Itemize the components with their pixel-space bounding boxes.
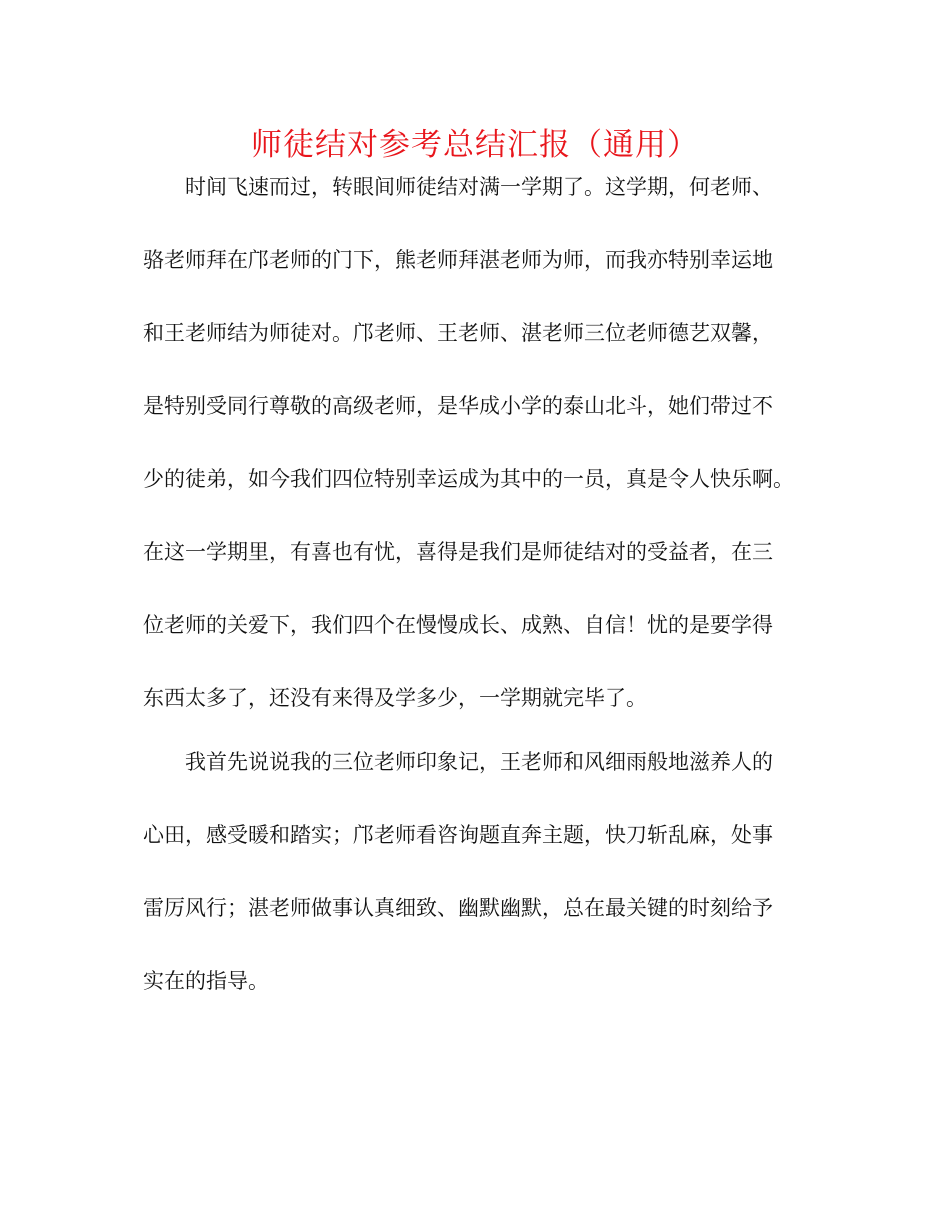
paragraph-1-line-2: 骆老师拜在邝老师的门下，熊老师拜湛老师为师，而我亦特别幸运地 <box>143 248 773 272</box>
paragraph-1-line-6: 在这一学期里，有喜也有忧，喜得是我们是师徒结对的受益者，在三 <box>143 540 773 564</box>
paragraph-2-line-3: 雷厉风行；湛老师做事认真细致、幽默幽默，总在最关键的时刻给予 <box>143 896 773 920</box>
paragraph-1-line-7: 位老师的关爱下，我们四个在慢慢成长、成熟、自信！忧的是要学得 <box>143 613 773 637</box>
paragraph-2-line-1: 我首先说说我的三位老师印象记，王老师和风细雨般地滋养人的 <box>185 750 773 774</box>
document-title: 师徒结对参考总结汇报（通用） <box>251 127 699 163</box>
paragraph-2-line-4: 实在的指导。 <box>143 969 269 993</box>
paragraph-1-line-1: 时间飞速而过，转眼间师徒结对满一学期了。这学期，何老师、 <box>185 175 773 199</box>
paragraph-1-line-5: 少的徒弟，如今我们四位特别幸运成为其中的一员，真是令人快乐啊。 <box>143 467 794 491</box>
paragraph-1-line-3: 和王老师结为师徒对。邝老师、王老师、湛老师三位老师德艺双馨， <box>143 321 773 345</box>
paragraph-2-line-2: 心田，感受暖和踏实；邝老师看咨询题直奔主题，快刀斩乱麻，处事 <box>143 823 773 847</box>
paragraph-1-line-4: 是特别受同行尊敬的高级老师，是华成小学的泰山北斗，她们带过不 <box>143 394 773 418</box>
paragraph-1-line-8: 东西太多了，还没有来得及学多少，一学期就完毕了。 <box>143 686 647 710</box>
